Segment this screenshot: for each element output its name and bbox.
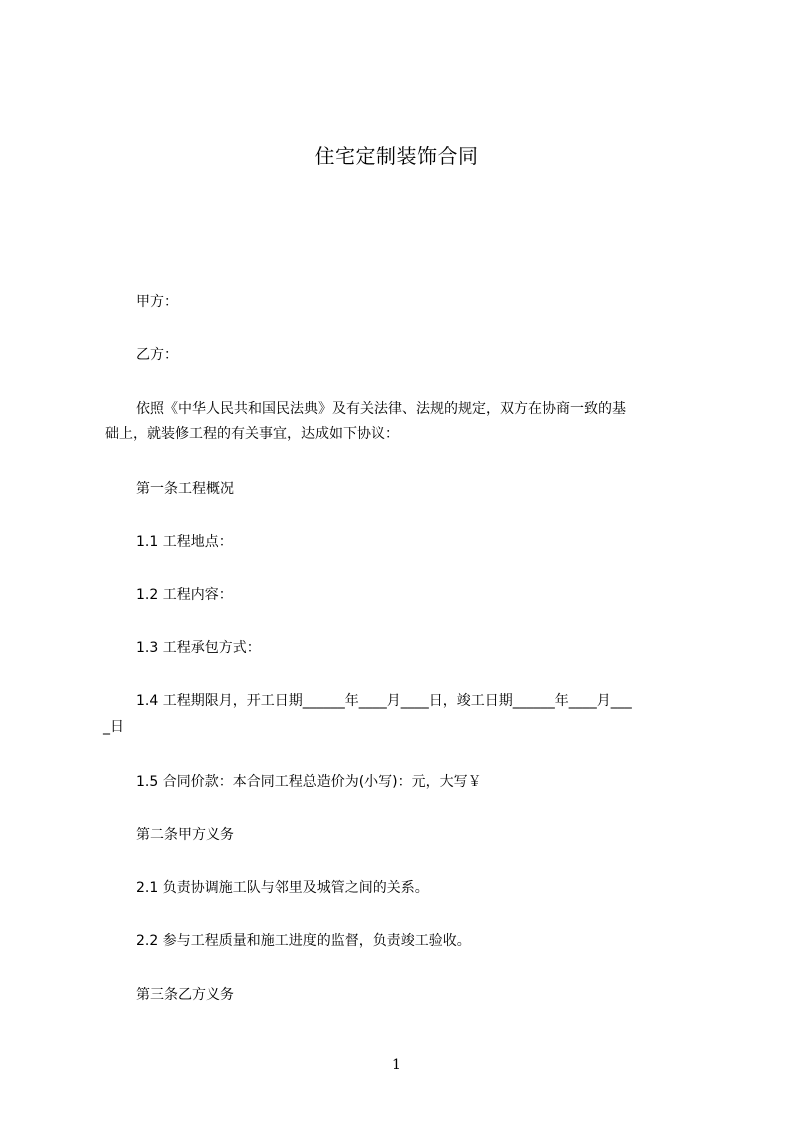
intro-line-1: 依照《中华人民共和国民法典》及有关法律、法规的规定，双方在协商一致的基 xyxy=(136,401,626,417)
clause-1-4 xyxy=(103,691,702,737)
party-b-label: 乙方： xyxy=(136,347,178,363)
intro-line-2: 础上，就装修工程的有关事宜，达成如下协议： xyxy=(105,426,399,442)
clause-1-4-line-2: _日 xyxy=(103,719,124,735)
clause-1-3: 1.3 工程承包方式： xyxy=(136,640,261,656)
intro-paragraph xyxy=(105,399,702,444)
clause-1-1: 1.1 工程地点： xyxy=(136,534,233,550)
page-title: 住宅定制装饰合同 xyxy=(314,144,479,168)
party-a-label: 甲方： xyxy=(136,294,178,310)
clause-1-4-line-1: 1.4 工程期限月，开工日期______年____月____日，竣工日期______年____月___ xyxy=(136,693,632,709)
page-number: 1 xyxy=(392,1057,401,1073)
clause-1-5: 1.5 合同价款：本合同工程总造价为(小写)：元，大写￥ xyxy=(136,774,482,790)
article-2-heading: 第二条甲方义务 xyxy=(136,827,234,843)
article-3-heading: 第三条乙方义务 xyxy=(136,987,234,1003)
clause-2-2: 2.2 参与工程质量和施工进度的监督，负责竣工验收。 xyxy=(136,933,471,949)
clause-2-1: 2.1 负责协调施工队与邻里及城管之间的关系。 xyxy=(136,880,429,896)
article-1-heading: 第一条工程概况 xyxy=(136,481,234,497)
clause-1-2: 1.2 工程内容： xyxy=(136,587,233,603)
